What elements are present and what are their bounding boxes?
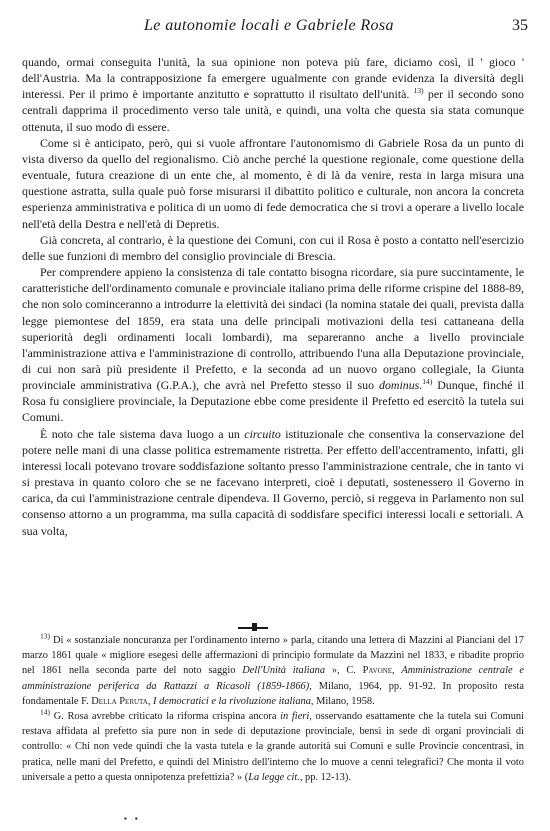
paragraph-1-tail: per il secondo sono centrali dapprima il procedimento verso tale unità, e quindi, una volta che questa sia stata comunque ottenuta, il suo modo di essere. [22, 87, 524, 134]
paragraph-4 [22, 264, 524, 426]
footnote-ref-13: 13) [413, 86, 424, 96]
paragraph-2: Come si è anticipato, però, qui si vuole affrontare l'autonomismo di Gabriele Rosa da un punto di vista diverso da quello del regionalismo. Ciò anche perché la questione regionale, come questione della eventuale, futura creazione di un ente che, al momento, è di là da venire, resta in larga misura una questione astratta, sulla quale può forse misurarsi il dibattito politico e culturale, non ancora la concreta esperienza amministrativa e politica di un uomo di fede democratica che si trovi a operare a livello locale nell'età della Destra e nell'età di Depretis. [22, 135, 524, 231]
footnote-13-text-4: , Milano, 1958. [310, 695, 375, 707]
main-text [22, 54, 524, 539]
footnote-13: $^{13)}$ Di « sostanziale noncuranza per l'ordinamento interno » parla, citando una lettera di Mazzini al Pianciani del 17 marzo 1861 quale « migliore esegesi delle affermazioni di principio formulate da Mazzini nel 1833, e ribadite proprio nel 1861 nella seconda parte del noto saggio Dell'Unità italiana », C. Pavone, Amministrazione centrale e amministrazione periferica da Rattazzi a Ricasoli (1859-1866), Milano, 1964, pp. 91-92. In proposito resta fondamentale F. Della Peruta, I democratici e la rivoluzione italiana, Milano, 1958. [22, 631, 525, 707]
footnote-13-text: Di « sostanziale noncuranza per l'ordinamento interno » parla, citando una lettera di Mazzini al Pianciani del 17 marzo 1861 quale « migliore esegesi delle affermazioni di principio formulate da Mazzini nel 1833, e ribadite proprio nel 1861 nella seconda parte del noto saggio [22, 635, 524, 677]
footnote-14-text: G. Rosa avrebbe criticato la riforma crispina ancora [53, 711, 277, 723]
paragraph-4-tail: Dunque, finché il Rosa fu consigliere provinciale, la Deputazione ebbe come presidente il Prefetto ed esercitò la tutela sui Comuni. [22, 378, 524, 425]
paragraph-5-text: È noto che tale sistema dava luogo a un [40, 426, 240, 441]
footnote-13-text-3: , Milano, 1964, pp. 91-92. In proposito resta fondamentale F. [22, 680, 525, 707]
paragraph-3: Già concreta, al contrario, è la questione dei Comuni, con cui il Rosa è posto a contatto nell'esercizio delle sue funzioni di membro del consiglio provinciale di Brescia. [22, 232, 524, 263]
footnote-separator [238, 627, 268, 629]
footnote-13-author: Pavone [362, 665, 393, 677]
footnote-13-title: Dell'Unità italiana [242, 665, 326, 677]
end-mark: ▪ ▪ [124, 814, 141, 823]
footnote-13-book-title-2: I democratici e la rivoluzione italiana [153, 695, 311, 707]
footnote-13-author-2: Della Peruta [91, 695, 148, 707]
paragraph-1 [22, 54, 524, 135]
header-title: Le autonomie locali e Gabriele Rosa [144, 17, 394, 34]
paragraph-5-tail: istituzionale che consentiva la conservazione del potere nelle mani di una classe politica estremamente ristretta. Per effetto dell'accentramento, infatti, gli interessi locali potevano trovare soddisfazione soltanto presso l'amministrazione centrale, che in tanto vi si prestava in quanto coloro che se ne facevano interpreti, cioè i deputati, sostenessero il Governo in carica, da cui l'amministrazione centrale dipendeva. Il Governo, perciò, si reggeva in Parlamento non sul consenso attorno a un programma, ma sulla capacità di soddisfare specifici interessi locali e settoriali. A sua volta, [22, 426, 524, 538]
footnote-14-italic: in fieri [280, 711, 310, 723]
page-number: 35 [512, 17, 528, 34]
footnote-13-book-title: Amministrazione centrale e amministrazione periferica da Rattazzi a Ricasoli (1859-1866) [22, 665, 524, 692]
footnotes [22, 633, 524, 785]
paragraph-4-text: Per comprendere appieno la consistenza di tale contatto bisogna ricordare, sia pure succintamente, le caratteristiche dell'ordinamento comunale e provinciale italiano prima delle riforme crispine del 1888-89, che non solo cominceranno a introdurre la elettività dei sindaci (la nomina statale dei quali, prevista dalla legge piemontese del 1859, era stata una delle principali motivazioni della tesi cattaneana della superiorità degli ordinamenti locali lombardi), ma separeranno anche a livello provinciale l'amministrazione attiva e l'amministrazione di controllo, attribuendo l'una alla Deputazione provinciale, di cui non sarà più presidente il Prefetto, e la seconda ad un nuovo organo collegiale, la Giunta provinciale amministrativa (G.P.A.), che avrà nel Prefetto stesso il suo [22, 265, 524, 393]
footnote-14-text-2: , osservando esattamente che la tutela sui Comuni restava affidata al prefetto sia pure non in sede di deputazione provinciale, bensì in sede di organi provinciali di controllo: « Chi non vede quindi che la vasta tutela e la grande autorità sui Comuni e sulle Provincie concentrasi, in pratica, nelle mani del Prefetto, e quindi del Ministro dell'interno che lo muove a cenni telegrafici? Che monta il voto universale a petto a questa onnipotenza prefettizia? » ( [22, 711, 524, 783]
running-header [22, 17, 528, 39]
footnote-14-number: 14) [40, 707, 50, 717]
paragraph-1-text: quando, ormai conseguita l'unità, la sua opinione non poteva più fare, diciamo così, il ' gioco ' dell'Austria. Ma la contrapposizione fa emergere ugualmente con grande evidenza la diversità degli interessi. Per il primo è importante anzitutto e soprattutto il risultato dell'unità. [22, 55, 524, 102]
paragraph-5 [22, 426, 524, 539]
footnote-14 [22, 709, 524, 785]
footnote-13-text-2: », C. [331, 665, 356, 677]
paragraph-4-italic: dominus. [379, 378, 423, 393]
footnote-ref-14: 14) [422, 377, 433, 387]
footnote-14-citation: La legge cit. [248, 771, 300, 783]
footnote-13-number: 13) [40, 631, 50, 641]
footnote-14-text-3: , pp. 12-13). [299, 771, 351, 783]
paragraph-5-italic: circuito [244, 426, 281, 441]
